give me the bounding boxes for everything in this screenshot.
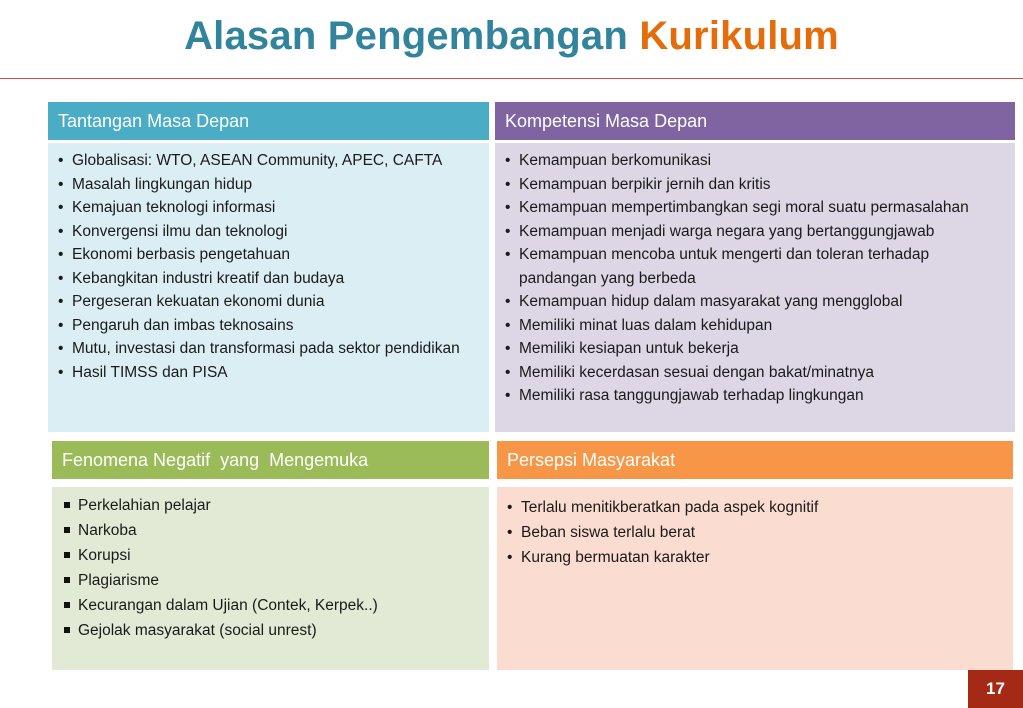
list-item: • Mutu, investasi dan transformasi pada sektor pendidikan bbox=[56, 337, 481, 361]
list-item: • Kurang bermuatan karakter bbox=[505, 545, 1005, 570]
list-item: • Memiliki rasa tanggungjawab terhadap lingkungan bbox=[503, 384, 1007, 408]
list-item: • Kemampuan hidup dalam masyarakat yang mengglobal bbox=[503, 290, 1007, 314]
slide-title bbox=[0, 14, 1023, 59]
panel-fenomena bbox=[52, 441, 489, 670]
title-divider bbox=[0, 78, 1023, 79]
list-item: • Pergeseran kekuatan ekonomi dunia bbox=[56, 290, 481, 314]
panel-body bbox=[48, 143, 489, 432]
panel-tantangan bbox=[48, 102, 489, 432]
list-item: • Hasil TIMSS dan PISA bbox=[56, 361, 481, 385]
list-item: • Kemampuan berkomunikasi bbox=[503, 149, 1007, 173]
list-item: • Kemampuan menjadi warga negara yang bertanggungjawab bbox=[503, 220, 1007, 244]
list-item: • Beban siswa terlalu berat bbox=[505, 520, 1005, 545]
page-number-badge: 17 bbox=[968, 670, 1023, 708]
list-item: • Konvergensi ilmu dan teknologi bbox=[56, 220, 481, 244]
list-item: Narkoba bbox=[60, 518, 481, 543]
title-main: Alasan Pengembangan bbox=[184, 14, 628, 58]
list-item: Korupsi bbox=[60, 543, 481, 568]
list-item: • Pengaruh dan imbas teknosains bbox=[56, 314, 481, 338]
panel-persepsi bbox=[497, 441, 1013, 670]
list-item: • Memiliki kecerdasan sesuai dengan bakat/minatnya bbox=[503, 361, 1007, 385]
bullet-list bbox=[56, 149, 481, 384]
list-item: • Kebangkitan industri kreatif dan budaya bbox=[56, 267, 481, 291]
list-item: • Terlalu menitikberatkan pada aspek kognitif bbox=[505, 495, 1005, 520]
panel-body bbox=[495, 143, 1015, 432]
list-item: • Memiliki minat luas dalam kehidupan bbox=[503, 314, 1007, 338]
list-item: Perkelahian pelajar bbox=[60, 493, 481, 518]
list-item: • Masalah lingkungan hidup bbox=[56, 173, 481, 197]
list-item: • Kemajuan teknologi informasi bbox=[56, 196, 481, 220]
panel-heading: Kompetensi Masa Depan bbox=[495, 102, 1015, 140]
title-accent: Kurikulum bbox=[639, 14, 839, 58]
list-item: Plagiarisme bbox=[60, 568, 481, 593]
list-item: • Kemampuan mencoba untuk mengerti dan toleran terhadap pandangan yang berbeda bbox=[503, 243, 1007, 290]
bullet-list bbox=[503, 149, 1007, 408]
panel-heading: Persepsi Masyarakat bbox=[497, 441, 1013, 479]
list-item: • Ekonomi berbasis pengetahuan bbox=[56, 243, 481, 267]
bullet-list bbox=[60, 493, 481, 643]
list-item: Gejolak masyarakat (social unrest) bbox=[60, 618, 481, 643]
list-item: • Kemampuan mempertimbangkan segi moral suatu permasalahan bbox=[503, 196, 1007, 220]
list-item: • Memiliki kesiapan untuk bekerja bbox=[503, 337, 1007, 361]
list-item: • Globalisasi: WTO, ASEAN Community, APEC, CAFTA bbox=[56, 149, 481, 173]
bullet-list bbox=[505, 495, 1005, 570]
panel-body bbox=[497, 487, 1013, 670]
list-item: Kecurangan dalam Ujian (Contek, Kerpek..) bbox=[60, 593, 481, 618]
panel-kompetensi bbox=[495, 102, 1015, 432]
panel-body bbox=[52, 487, 489, 670]
panel-heading: Fenomena Negatif yang Mengemuka bbox=[52, 441, 489, 479]
list-item: • Kemampuan berpikir jernih dan kritis bbox=[503, 173, 1007, 197]
panel-heading: Tantangan Masa Depan bbox=[48, 102, 489, 140]
